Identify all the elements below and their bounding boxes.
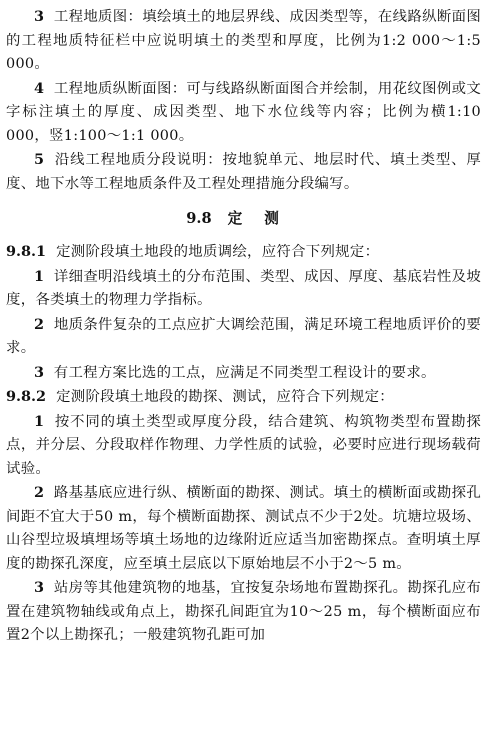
- item-number: 3: [34, 579, 45, 596]
- list-item: [6, 5, 481, 77]
- clause-text: 定测阶段填土地段的地质调绘，应符合下列规定：: [56, 244, 380, 260]
- item-number: 1: [34, 412, 45, 430]
- list-item: [6, 361, 481, 386]
- list-item: [6, 313, 481, 361]
- clause-number: 9.8.2: [6, 388, 47, 405]
- item-text: 沿线工程地质分段说明：按地貌单元、地层时代、填土类型、厚度、地下水等工程地质条件及工程处理措施分段编写。: [6, 152, 482, 192]
- item-text: 地质条件复杂的工点应扩大调绘范围，满足环境工程地质评价的要求。: [6, 316, 482, 356]
- section-heading: [6, 207, 481, 231]
- clause-number: 9.8.1: [6, 243, 47, 260]
- list-item: [6, 481, 481, 576]
- item-number: 5: [34, 151, 45, 168]
- item-number: 4: [34, 79, 45, 97]
- item-text: 站房等其他建筑物的地基，宜按复杂场地布置勘探孔。勘探孔应布置在建筑物轴线或角点上，勘探孔间距宜为10～25 m，每个横断面应布置2个以上勘探孔；一般建筑物孔距可加: [6, 580, 482, 643]
- section-title: 定测: [227, 210, 301, 227]
- clause-text: 定测阶段填土地段的勘探、测试，应符合下列规定：: [56, 389, 394, 405]
- item-text: 路基基底应进行纵、横断面的勘探、测试。填土的横断面或勘探孔间距不宜大于50 m，每个横断面勘探、测试点不少于2处。坑塘垃圾场、山谷型垃圾填埋场等填土场地的边缘附近应适当加密勘探点。查明填土厚度的勘探孔深度，应至填土层底以下原始地层不小于2～5 m。: [6, 485, 482, 572]
- clause-heading: [6, 240, 481, 265]
- item-text: 按不同的填土类型或厚度分段，结合建筑、构筑物类型布置勘探点，并分层、分段取样作物理、力学性质的试验，必要时应进行现场载荷试验。: [6, 413, 482, 477]
- list-item: [6, 77, 481, 149]
- item-number: 3: [34, 8, 45, 25]
- item-text: 有工程方案比选的工点，应满足不同类型工程设计的要求。: [53, 364, 436, 381]
- section-number: 9.8: [186, 210, 212, 227]
- list-item: [6, 148, 481, 196]
- list-item: [6, 576, 481, 648]
- list-item: [6, 265, 481, 313]
- item-number: 2: [34, 315, 45, 333]
- item-number: 3: [34, 363, 45, 381]
- item-text: 工程地质图：填绘填土的地层界线、成因类型等，在线路纵断面图的工程地质特征栏中应说明填土的类型和厚度，比例为1:2 000～1:5 000。: [6, 9, 482, 72]
- item-text: 详细查明沿线填土的分布范围、类型、成因、厚度、基底岩性及坡度，各类填土的物理力学指标。: [6, 268, 482, 308]
- item-text: 工程地质纵断面图：可与线路纵断面图合并绘制，用花纹图例或文字标注填土的厚度、成因类型、地下水位线等内容；比例为横1:10 000，竖1:100～1:1 000。: [6, 80, 482, 144]
- clause-heading: [6, 385, 481, 410]
- item-number: 2: [34, 484, 45, 501]
- item-number: 1: [34, 267, 45, 285]
- list-item: [6, 410, 481, 482]
